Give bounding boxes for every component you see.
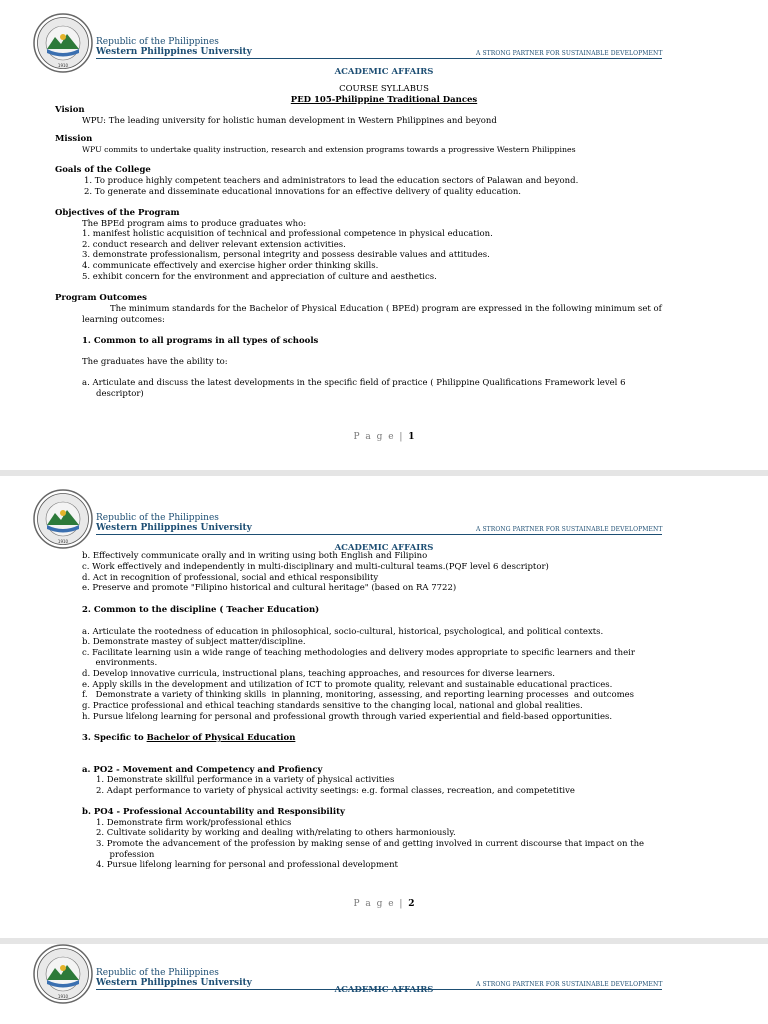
page-number: 2 [408, 899, 415, 909]
outcome-item-a-cont: descriptor) [96, 389, 144, 399]
objective-item: 1. manifest holistic acquisition of technical and professional competence in physical education. [82, 229, 493, 239]
discipline-heading: 2. Common to the discipline ( Teacher Education) [82, 605, 320, 615]
page-footer: P a g e | 1 [353, 432, 415, 442]
mission-text: WPU commits to undertake quality instruction, research and extension programs towards a progressive Western Philippines [82, 145, 576, 154]
outcomes-intro-cont: learning outcomes: [82, 315, 165, 325]
po2-item: 1. Demonstrate skillful performance in a variety of physical activities [96, 775, 395, 785]
university-seal-icon [33, 489, 93, 549]
header-divider [96, 534, 662, 535]
university-name: Western Philippines University [96, 523, 252, 533]
discipline-item: a. Articulate the rootedness of education in philosophical, socio-cultural, historical, psychological, and political contexts. [82, 627, 604, 637]
outcome-item-a: a. Articulate and discuss the latest developments in the specific field of practice ( Philippine Qualifications Framework level 6 [82, 378, 626, 388]
po4-item: 2. Cultivate solidarity by working and dealing with/relating to others harmoniously. [96, 828, 456, 838]
po4-item: 4. Pursue lifelong learning for personal and professional development [96, 860, 398, 870]
outcome-item: c. Work effectively and independently in multi-disciplinary and multi-cultural teams.(PQF level 6 descriptor) [82, 562, 549, 572]
republic-label: Republic of the Philippines [96, 968, 219, 978]
objective-item: 3. demonstrate professionalism, personal integrity and possess desirable values and attitudes. [82, 250, 490, 260]
university-name: Western Philippines University [96, 978, 252, 988]
discipline-item: e. Apply skills in the development and utilization of ICT to promote quality, relevant and sustainable educational practices. [82, 680, 613, 690]
po4-heading: b. PO4 - Professional Accountability and Responsibility [82, 807, 345, 817]
mission-heading: Mission [55, 134, 93, 144]
tagline: A STRONG PARTNER FOR SUSTAINABLE DEVELOPMENT [476, 981, 663, 988]
bped-link: Bachelor of Physical Education [146, 733, 296, 743]
objective-item: 2. conduct research and deliver relevant extension activities. [82, 240, 346, 250]
outcome-item: e. Preserve and promote "Filipino historical and cultural heritage" (based on RA 7722) [82, 583, 457, 593]
letterhead [0, 476, 768, 556]
university-name: Western Philippines University [96, 47, 252, 57]
discipline-item: f. Demonstrate a variety of thinking skills in planning, monitoring, assessing, and reporting learning processes and outcomes [82, 690, 635, 700]
tagline: A STRONG PARTNER FOR SUSTAINABLE DEVELOPMENT [476, 526, 663, 533]
outcomes-intro: The minimum standards for the Bachelor of Physical Education ( BPEd) program are expressed in the following minimum set of [110, 304, 662, 314]
header-divider [96, 58, 662, 59]
common-programs-heading: 1. Common to all programs in all types of schools [82, 336, 319, 346]
outcome-item: d. Act in recognition of professional, social and ethical responsibility [82, 573, 379, 583]
office-title: ACADEMIC AFFAIRS [334, 543, 434, 553]
discipline-item: environments. [82, 658, 158, 668]
svg-text:1910: 1910 [57, 994, 69, 999]
objectives-heading: Objectives of the Program [55, 208, 180, 218]
office-title: ACADEMIC AFFAIRS [334, 985, 434, 995]
po4-item: profession [96, 850, 155, 860]
doc-type: COURSE SYLLABUS [339, 84, 429, 94]
svg-text:1910: 1910 [57, 63, 69, 68]
objective-item: 5. exhibit concern for the environment and appreciation of culture and aesthetics. [82, 272, 437, 282]
outcomes-heading: Program Outcomes [55, 293, 147, 303]
letterhead [0, 931, 768, 1011]
specific-heading: 3. Specific to Bachelor of Physical Education [82, 733, 296, 743]
page-2 [0, 476, 768, 938]
vision-heading: Vision [55, 105, 85, 115]
svg-text:1910: 1910 [57, 539, 69, 544]
discipline-item: b. Demonstrate mastey of subject matter/discipline. [82, 637, 306, 647]
letterhead [0, 0, 768, 80]
university-seal-icon [33, 13, 93, 73]
republic-label: Republic of the Philippines [96, 513, 219, 523]
university-seal-icon [33, 944, 93, 1004]
page-footer: P a g e | 2 [353, 899, 415, 909]
page-3 [0, 944, 768, 1024]
po4-item: 3. Promote the advancement of the profession by making sense of and getting involved in current discourse that impact on the [96, 839, 645, 849]
ability-text: The graduates have the ability to: [82, 357, 228, 367]
vision-text: WPU: The leading university for holistic human development in Western Philippines and beyond [82, 116, 497, 126]
discipline-item: d. Develop innovative curricula, instructional plans, teaching approaches, and resources for diverse learners. [82, 669, 555, 679]
page-1 [0, 0, 768, 470]
goal-item: 1. To produce highly competent teachers and administrators to lead the education sectors of Palawan and beyond. [84, 176, 579, 186]
goal-item: 2. To generate and disseminate educational innovations for an effective delivery of quality education. [84, 187, 522, 197]
po2-item: 2. Adapt performance to variety of physical activity seetings: e.g. formal classes, recreation, and competetitive [96, 786, 575, 796]
outcome-item: b. Effectively communicate orally and in writing using both English and Filipino [82, 551, 428, 561]
office-title: ACADEMIC AFFAIRS [334, 67, 434, 77]
page-number: 1 [408, 432, 415, 442]
discipline-item: c. Facilitate learning usin a wide range of teaching methodologies and delivery modes appropriate to specific learners and their [82, 648, 635, 658]
goals-heading: Goals of the College [55, 165, 151, 175]
objectives-intro: The BPEd program aims to produce graduates who: [82, 219, 307, 229]
po4-item: 1. Demonstrate firm work/professional ethics [96, 818, 292, 828]
course-title: PED 105-Philippine Traditional Dances [290, 95, 478, 105]
republic-label: Republic of the Philippines [96, 37, 219, 47]
discipline-item: g. Practice professional and ethical teaching standards sensitive to the changing local, national and global realities. [82, 701, 583, 711]
discipline-item: h. Pursue lifelong learning for personal and professional growth through varied experiential and field-based opportunities. [82, 712, 613, 722]
objective-item: 4. communicate effectively and exercise higher order thinking skills. [82, 261, 379, 271]
po2-heading: a. PO2 - Movement and Competency and Profiency [82, 765, 323, 775]
tagline: A STRONG PARTNER FOR SUSTAINABLE DEVELOPMENT [476, 50, 663, 57]
